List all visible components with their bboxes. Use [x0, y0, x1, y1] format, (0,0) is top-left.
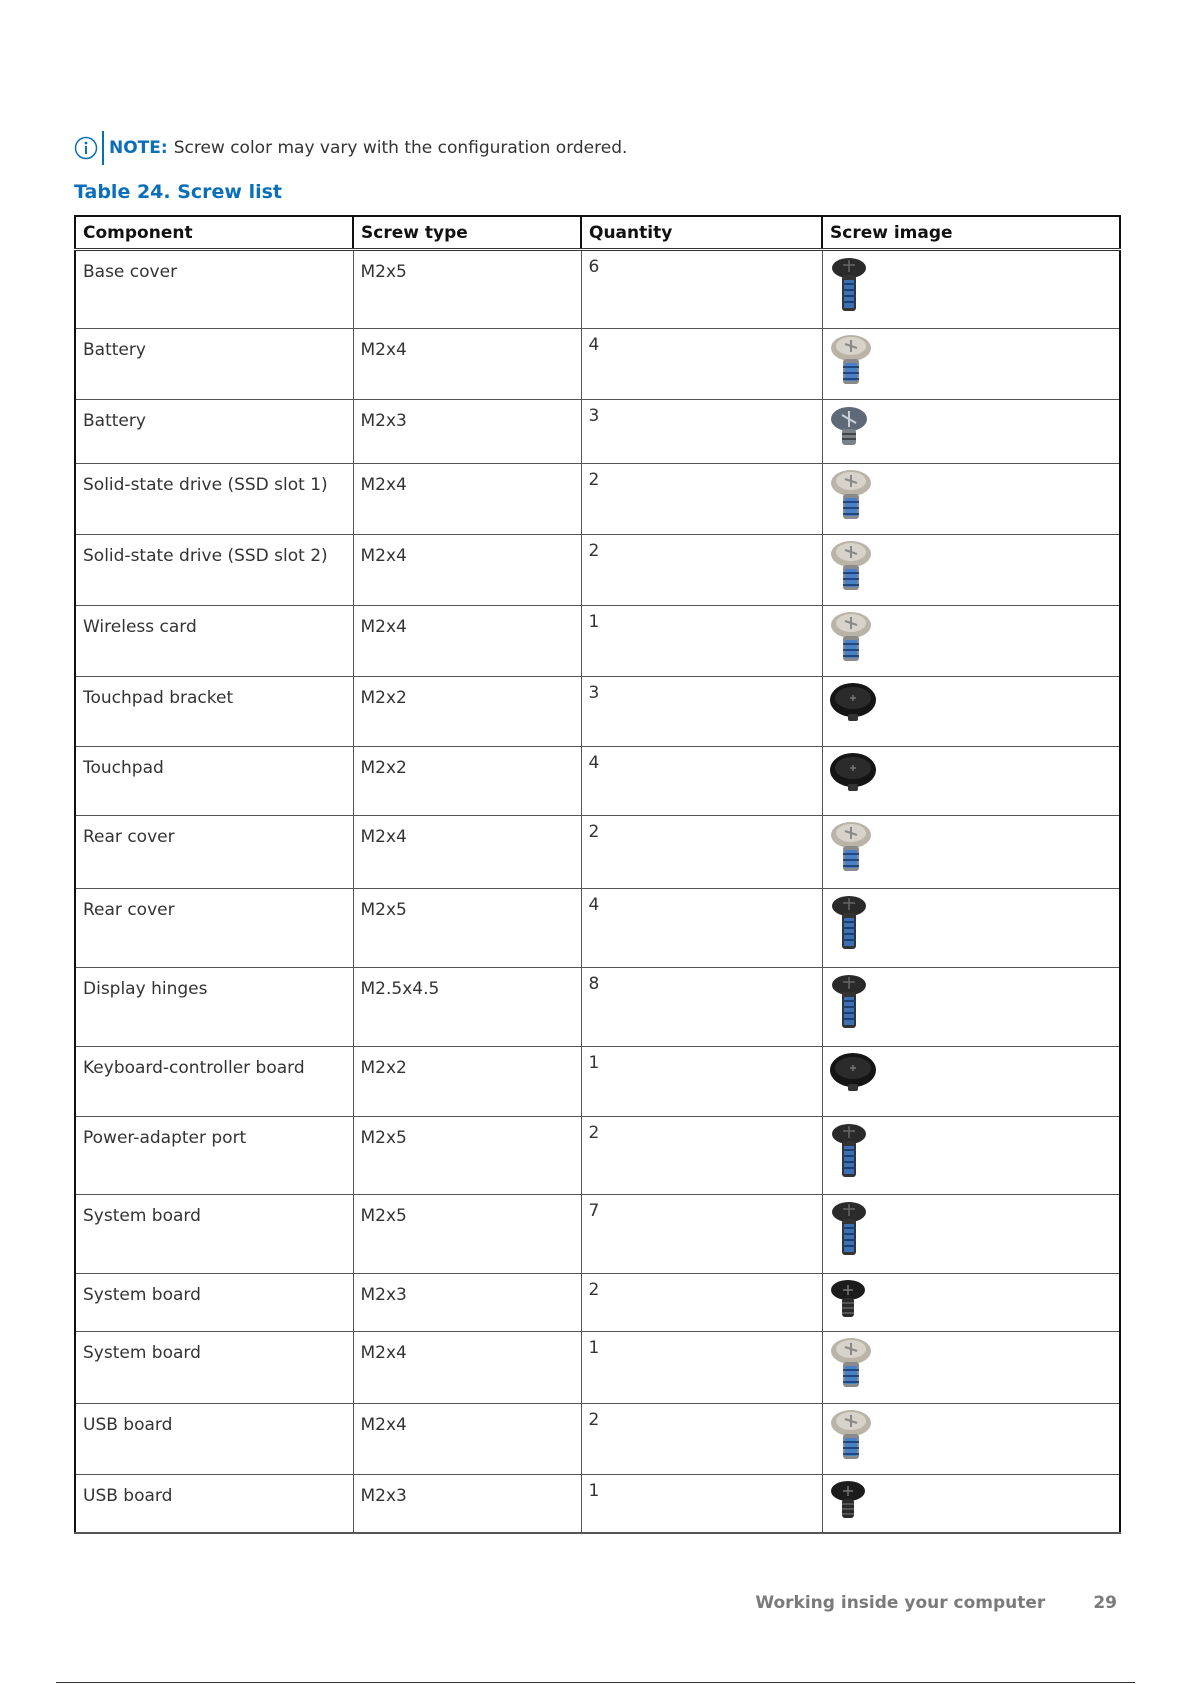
screw-image-cell — [822, 1332, 1120, 1404]
flat-black-screw-icon — [829, 752, 1114, 798]
screw-type-cell: M2x4 — [353, 606, 581, 677]
table-row — [75, 1195, 1120, 1274]
screw-type-cell: M2x4 — [353, 1332, 581, 1404]
quantity-cell: 4 — [581, 889, 822, 968]
quantity-cell: 2 — [581, 1274, 822, 1332]
component-cell: Wireless card — [75, 606, 353, 677]
short-black-screw-icon — [829, 1279, 1114, 1325]
table-row — [75, 464, 1120, 535]
silver-blue-screw-icon — [829, 334, 1114, 392]
component-cell: Touchpad — [75, 747, 353, 816]
table-row — [75, 1047, 1120, 1117]
silver-blue-screw-icon — [829, 1337, 1114, 1395]
screw-type-cell: M2x5 — [353, 1195, 581, 1274]
footer-section-title: Working inside your computer — [755, 1593, 1046, 1613]
quantity-cell: 7 — [581, 1195, 822, 1274]
table-row — [75, 1117, 1120, 1195]
component-cell: Power-adapter port — [75, 1117, 353, 1195]
component-cell: Rear cover — [75, 816, 353, 889]
screw-image-cell — [822, 1195, 1120, 1274]
header-screw-image: Screw image — [822, 216, 1120, 250]
info-icon — [74, 136, 98, 160]
screw-type-cell: M2x3 — [353, 1475, 581, 1533]
header-quantity: Quantity — [581, 216, 822, 250]
screw-image-cell — [822, 464, 1120, 535]
component-cell: Display hinges — [75, 968, 353, 1047]
long-black-screw-icon — [829, 1200, 1114, 1264]
component-cell: Battery — [75, 400, 353, 464]
component-cell: Base cover — [75, 250, 353, 329]
table-row — [75, 535, 1120, 606]
table-row — [75, 747, 1120, 816]
component-cell: USB board — [75, 1475, 353, 1533]
table-row — [75, 816, 1120, 889]
screw-image-cell — [822, 400, 1120, 464]
screw-image-cell — [822, 606, 1120, 677]
quantity-cell: 1 — [581, 1047, 822, 1117]
screw-type-cell: M2x5 — [353, 889, 581, 968]
table-header-row — [75, 216, 1120, 250]
screw-type-cell: M2x4 — [353, 1404, 581, 1475]
table-row — [75, 677, 1120, 747]
long-black-screw-icon — [829, 1122, 1114, 1186]
screw-image-cell — [822, 1274, 1120, 1332]
quantity-cell: 1 — [581, 606, 822, 677]
short-gray-screw-icon — [829, 405, 1114, 453]
long-black-screw-icon — [829, 894, 1114, 958]
quantity-cell: 1 — [581, 1332, 822, 1404]
component-cell: Solid-state drive (SSD slot 1) — [75, 464, 353, 535]
screw-image-cell — [822, 968, 1120, 1047]
quantity-cell: 2 — [581, 816, 822, 889]
table-row — [75, 329, 1120, 400]
screw-image-cell — [822, 329, 1120, 400]
component-cell: Rear cover — [75, 889, 353, 968]
screw-list-table — [74, 215, 1121, 1534]
screw-image-cell — [822, 535, 1120, 606]
silver-blue-screw-icon — [829, 821, 1114, 879]
quantity-cell: 6 — [581, 250, 822, 329]
screw-image-cell — [822, 1047, 1120, 1117]
screw-image-cell — [822, 1475, 1120, 1533]
screw-type-cell: M2x4 — [353, 329, 581, 400]
table-row — [75, 606, 1120, 677]
long-black-screw-icon — [829, 973, 1114, 1037]
silver-blue-screw-icon — [829, 540, 1114, 598]
flat-black-screw-icon — [829, 1052, 1114, 1098]
header-component: Component — [75, 216, 353, 250]
quantity-cell: 4 — [581, 747, 822, 816]
quantity-cell: 8 — [581, 968, 822, 1047]
table-row — [75, 400, 1120, 464]
component-cell: Touchpad bracket — [75, 677, 353, 747]
screw-image-cell — [822, 816, 1120, 889]
quantity-cell: 2 — [581, 464, 822, 535]
quantity-cell: 4 — [581, 329, 822, 400]
screw-type-cell: M2x2 — [353, 1047, 581, 1117]
table-row — [75, 1475, 1120, 1533]
short-black-screw-icon — [829, 1480, 1114, 1526]
silver-blue-screw-icon — [829, 611, 1114, 669]
screw-image-cell — [822, 677, 1120, 747]
component-cell: System board — [75, 1195, 353, 1274]
screw-image-cell — [822, 889, 1120, 968]
quantity-cell: 2 — [581, 535, 822, 606]
screw-image-cell — [822, 250, 1120, 329]
note-callout — [74, 130, 627, 166]
screw-image-cell — [822, 1117, 1120, 1195]
screw-type-cell: M2x4 — [353, 464, 581, 535]
screw-image-cell — [822, 1404, 1120, 1475]
page-footer — [755, 1593, 1117, 1613]
component-cell: System board — [75, 1274, 353, 1332]
table-title: Table 24. Screw list — [74, 181, 283, 203]
quantity-cell: 2 — [581, 1117, 822, 1195]
page-number: 29 — [1093, 1593, 1117, 1613]
silver-blue-screw-icon — [829, 469, 1114, 527]
silver-blue-screw-icon — [829, 1409, 1114, 1467]
component-cell: Battery — [75, 329, 353, 400]
component-cell: USB board — [75, 1404, 353, 1475]
note-text: Screw color may vary with the configuration ordered. — [173, 138, 628, 158]
screw-type-cell: M2.5x4.5 — [353, 968, 581, 1047]
bottom-rule — [56, 1682, 1135, 1683]
screw-type-cell: M2x5 — [353, 250, 581, 329]
table-row — [75, 250, 1120, 329]
note-label: NOTE: — [109, 138, 168, 158]
component-cell: Solid-state drive (SSD slot 2) — [75, 535, 353, 606]
screw-type-cell: M2x3 — [353, 1274, 581, 1332]
screw-type-cell: M2x5 — [353, 1117, 581, 1195]
header-screw-type: Screw type — [353, 216, 581, 250]
screw-type-cell: M2x2 — [353, 747, 581, 816]
screw-type-cell: M2x4 — [353, 816, 581, 889]
screw-type-cell: M2x3 — [353, 400, 581, 464]
screw-type-cell: M2x4 — [353, 535, 581, 606]
table-row — [75, 889, 1120, 968]
table-row — [75, 968, 1120, 1047]
table-row — [75, 1404, 1120, 1475]
quantity-cell: 1 — [581, 1475, 822, 1533]
screw-image-cell — [822, 747, 1120, 816]
component-cell: System board — [75, 1332, 353, 1404]
quantity-cell: 3 — [581, 400, 822, 464]
screw-type-cell: M2x2 — [353, 677, 581, 747]
table-row — [75, 1274, 1120, 1332]
long-black-screw-icon — [829, 256, 1114, 320]
component-cell: Keyboard-controller board — [75, 1047, 353, 1117]
quantity-cell: 2 — [581, 1404, 822, 1475]
quantity-cell: 3 — [581, 677, 822, 747]
note-divider — [102, 131, 104, 165]
flat-black-screw-icon — [829, 682, 1114, 728]
table-row — [75, 1332, 1120, 1404]
